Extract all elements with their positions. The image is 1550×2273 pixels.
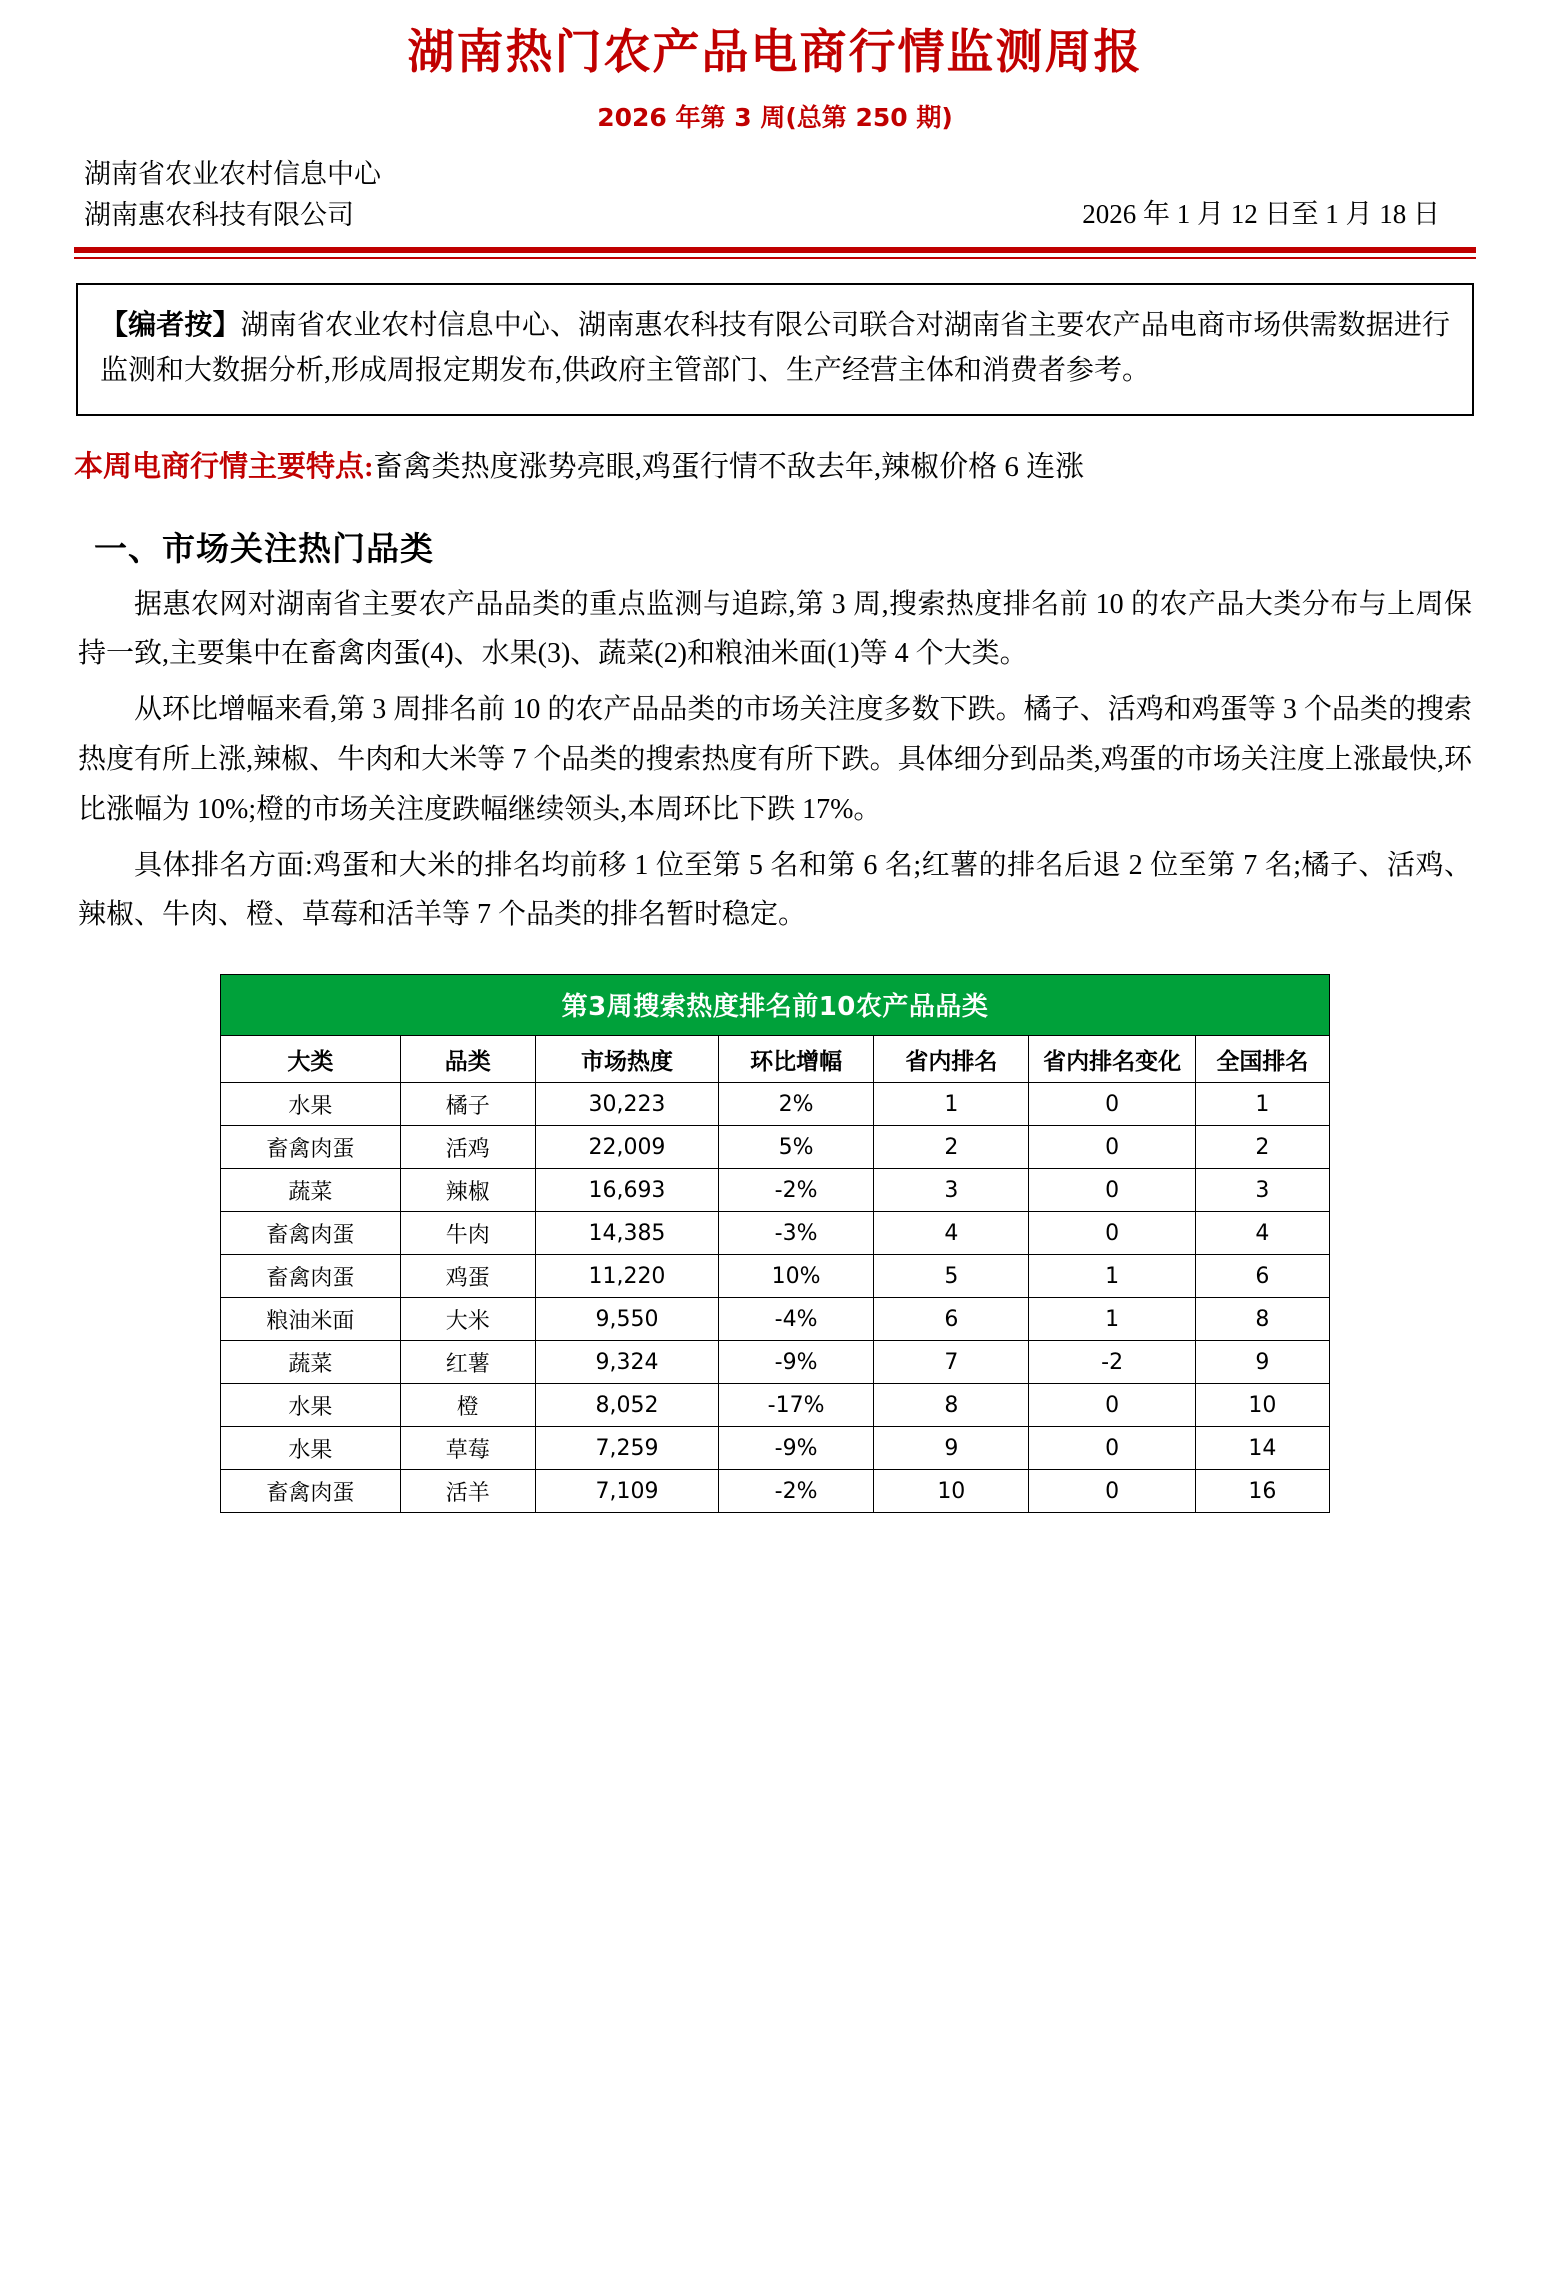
section-1-heading: 一、市场关注热门品类 [94, 528, 434, 568]
cell-item: 草莓 [400, 1427, 535, 1470]
cell-category: 蔬菜 [221, 1341, 401, 1384]
table-row [221, 1427, 1330, 1470]
column-header-category: 大类 [221, 1036, 401, 1083]
cell-item: 红薯 [400, 1341, 535, 1384]
cell-heat: 16,693 [535, 1169, 718, 1212]
cell-heat: 9,324 [535, 1341, 718, 1384]
section-1-paragraph-2: 从环比增幅来看,第 3 周排名前 10 的农产品品类的市场关注度多数下跌。橘子、活鸡和鸡蛋等 3 个品类的搜索热度有所上涨,辣椒、牛肉和大米等 7 个品类的搜索热度有所下跌。具体细分到品类,鸡蛋的市场关注度上涨最快,环比涨幅为 10%;橙的市场关注度跌幅继续领头,本周环比下跌 17%。 [78, 694, 1472, 825]
cell-item: 活羊 [400, 1470, 535, 1513]
cell-category: 水果 [221, 1384, 401, 1427]
table-row [221, 1083, 1330, 1126]
cell-heat: 22,009 [535, 1126, 718, 1169]
cell-national-rank: 3 [1195, 1169, 1329, 1212]
cell-province-rank-change: 0 [1029, 1212, 1195, 1255]
editor-note-label: 【编者按】 [100, 310, 241, 342]
table-row [221, 1126, 1330, 1169]
cell-category: 水果 [221, 1083, 401, 1126]
cell-province-rank: 5 [874, 1255, 1029, 1298]
cell-province-rank-change: 1 [1029, 1298, 1195, 1341]
column-header-province-rank: 省内排名 [874, 1036, 1029, 1083]
cell-national-rank: 1 [1195, 1083, 1329, 1126]
cell-province-rank: 4 [874, 1212, 1029, 1255]
table-row [221, 1169, 1330, 1212]
cell-province-rank-change: 0 [1029, 1384, 1195, 1427]
cell-change: -2% [718, 1470, 873, 1513]
cell-change: -2% [718, 1169, 873, 1212]
cell-heat: 11,220 [535, 1255, 718, 1298]
cell-item: 鸡蛋 [400, 1255, 535, 1298]
table-row [221, 1470, 1330, 1513]
cell-category: 畜禽肉蛋 [221, 1255, 401, 1298]
cell-national-rank: 6 [1195, 1255, 1329, 1298]
highlights [74, 442, 1476, 493]
cell-item: 活鸡 [400, 1126, 535, 1169]
cell-category: 粮油米面 [221, 1298, 401, 1341]
cell-province-rank-change: 0 [1029, 1169, 1195, 1212]
table-row [221, 1384, 1330, 1427]
cell-province-rank-change: 0 [1029, 1126, 1195, 1169]
cell-category: 水果 [221, 1427, 401, 1470]
date-range: 2026 年 1 月 12 日至 1 月 18 日 [1082, 199, 1440, 230]
cell-national-rank: 9 [1195, 1341, 1329, 1384]
cell-province-rank: 10 [874, 1470, 1029, 1513]
table-row [221, 1298, 1330, 1341]
cell-province-rank-change: 0 [1029, 1470, 1195, 1513]
cell-province-rank: 1 [874, 1083, 1029, 1126]
cell-item: 橙 [400, 1384, 535, 1427]
header-divider [74, 247, 1476, 259]
section-1-paragraph-1: 据惠农网对湖南省主要农产品品类的重点监测与追踪,第 3 周,搜索热度排名前 10 的农产品大类分布与上周保持一致,主要集中在畜禽肉蛋(4)、水果(3)、蔬菜(2)和粮油米面(1)等 4 个大类。 [78, 588, 1472, 670]
cell-province-rank-change: 1 [1029, 1255, 1195, 1298]
highlights-text: 畜禽类热度涨势亮眼,鸡蛋行情不敌去年,辣椒价格 6 连涨 [373, 450, 1085, 483]
cell-national-rank: 14 [1195, 1427, 1329, 1470]
cell-national-rank: 2 [1195, 1126, 1329, 1169]
table-row [221, 1255, 1330, 1298]
column-header-province-rank-change: 省内排名变化 [1029, 1036, 1195, 1083]
issuer-line-2: 湖南惠农科技有限公司 [84, 199, 354, 230]
cell-change: -9% [718, 1427, 873, 1470]
cell-national-rank: 10 [1195, 1384, 1329, 1427]
cell-category: 畜禽肉蛋 [221, 1126, 401, 1169]
table-caption: 第3周搜索热度排名前10农产品品类 [220, 974, 1330, 1035]
cell-item: 辣椒 [400, 1169, 535, 1212]
cell-category: 畜禽肉蛋 [221, 1212, 401, 1255]
column-header-change: 环比增幅 [718, 1036, 873, 1083]
cell-province-rank: 8 [874, 1384, 1029, 1427]
cell-national-rank: 8 [1195, 1298, 1329, 1341]
issuer-names [84, 154, 381, 235]
cell-province-rank: 3 [874, 1169, 1029, 1212]
issue-subtitle: 2026 年第 3 周(总第 250 期) [597, 103, 953, 133]
cell-heat: 30,223 [535, 1083, 718, 1126]
cell-heat: 7,259 [535, 1427, 718, 1470]
cell-heat: 14,385 [535, 1212, 718, 1255]
column-header-item: 品类 [400, 1036, 535, 1083]
cell-item: 橘子 [400, 1083, 535, 1126]
column-header-national-rank: 全国排名 [1195, 1036, 1329, 1083]
issuer-row [70, 154, 1480, 235]
cell-province-rank-change: 0 [1029, 1083, 1195, 1126]
cell-province-rank-change: 0 [1029, 1427, 1195, 1470]
editor-note-text [100, 303, 1450, 394]
cell-province-rank-change: -2 [1029, 1341, 1195, 1384]
section-1-paragraph-3: 具体排名方面:鸡蛋和大米的排名均前移 1 位至第 5 名和第 6 名;红薯的排名后退 2 位至第 7 名;橘子、活鸡、辣椒、牛肉、橙、草莓和活羊等 7 个品类的排名暂时稳定。 [78, 849, 1472, 931]
editor-note-body: 湖南省农业农村信息中心、湖南惠农科技有限公司联合对湖南省主要农产品电商市场供需数据进行监测和大数据分析,形成周报定期发布,供政府主管部门、生产经营主体和消费者参考。 [100, 310, 1450, 387]
issuer-line-1: 湖南省农业农村信息中心 [84, 159, 381, 190]
cell-heat: 7,109 [535, 1470, 718, 1513]
cell-change: 5% [718, 1126, 873, 1169]
divider-thin [74, 257, 1476, 259]
table-row [221, 1212, 1330, 1255]
table-header-row [221, 1036, 1330, 1083]
cell-national-rank: 16 [1195, 1470, 1329, 1513]
cell-category: 畜禽肉蛋 [221, 1470, 401, 1513]
editor-note-box [76, 283, 1474, 416]
cell-change: 2% [718, 1083, 873, 1126]
cell-change: 10% [718, 1255, 873, 1298]
page-title: 湖南热门农产品电商行情监测周报 [407, 25, 1143, 80]
cell-province-rank: 6 [874, 1298, 1029, 1341]
cell-province-rank: 2 [874, 1126, 1029, 1169]
highlights-label: 本周电商行情主要特点: [74, 450, 374, 483]
top10-search-heat-table [220, 974, 1330, 1513]
cell-change: -3% [718, 1212, 873, 1255]
rank-table-wrapper [220, 974, 1330, 1513]
cell-change: -9% [718, 1341, 873, 1384]
cell-province-rank: 9 [874, 1427, 1029, 1470]
cell-province-rank: 7 [874, 1341, 1029, 1384]
cell-item: 牛肉 [400, 1212, 535, 1255]
cell-change: -4% [718, 1298, 873, 1341]
cell-heat: 8,052 [535, 1384, 718, 1427]
column-header-heat: 市场热度 [535, 1036, 718, 1083]
cell-item: 大米 [400, 1298, 535, 1341]
cell-national-rank: 4 [1195, 1212, 1329, 1255]
cell-category: 蔬菜 [221, 1169, 401, 1212]
table-body [221, 1083, 1330, 1513]
cell-heat: 9,550 [535, 1298, 718, 1341]
cell-change: -17% [718, 1384, 873, 1427]
table-row [221, 1341, 1330, 1384]
